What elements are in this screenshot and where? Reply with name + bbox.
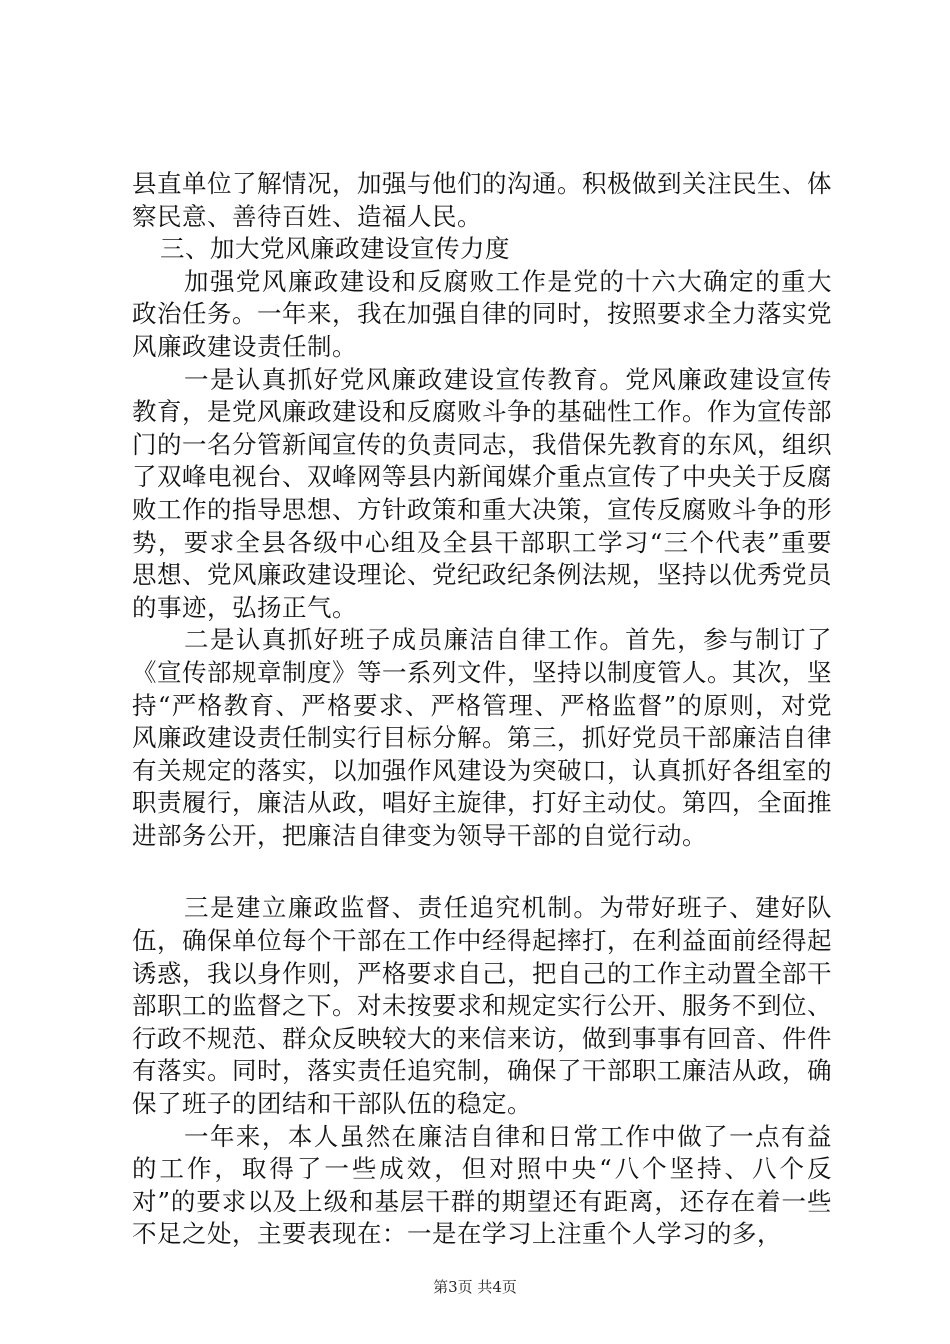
paragraph-continuation: 县直单位了解情况，加强与他们的沟通。积极做到关注民生、体察民意、善待百姓、造福人民。	[132, 169, 832, 231]
page-number: 第3页 共4页	[433, 1278, 517, 1296]
paragraph-summary: 一年来，本人虽然在廉洁自律和日常工作中做了一点有益的工作，取得了一些成效，但对照中央“八个坚持、八个反对”的要求以及上级和基层干群的期望还有距离，还存在着一些不足之处，主要表现在：一是在学习上注重个人学习的多，	[132, 1121, 832, 1249]
paragraph-intro: 加强党风廉政建设和反腐败工作是党的十六大确定的重大政治任务。一年来，我在加强自律的同时，按照要求全力落实党风廉政建设责任制。	[132, 266, 832, 361]
paragraph-point-two: 二是认真抓好班子成员廉洁自律工作。首先，参与制订了《宣传部规章制度》等一系列文件，坚持以制度管人。其次，坚持“严格教育、严格要求、严格管理、严格监督”的原则，对党风廉政建设责任制实行目标分解。第三，抓好党员干部廉洁自律有关规定的落实，以加强作风建设为突破口，认真抓好各组室的职责履行，廉洁从政，唱好主旋律，打好主动仗。第四，全面推进部务公开，把廉洁自律变为领导干部的自觉行动。	[132, 625, 832, 850]
document-body	[132, 168, 832, 1251]
paragraph-point-three: 三是建立廉政监督、责任追究机制。为带好班子、建好队伍，确保单位每个干部在工作中经得起摔打，在利益面前经得起诱惑，我以身作则，严格要求自己，把自己的工作主动置全部干部职工的监督之下。对未按要求和规定实行公开、服务不到位、行政不规范、群众反映较大的来信来访，做到事事有回音、件件有落实。同时，落实责任追究制，确保了干部职工廉洁从政，确保了班子的团结和干部队伍的稳定。	[132, 893, 832, 1119]
paragraph-spacer	[132, 852, 832, 892]
section-heading: 三、加大党风廉政建设宣传力度	[160, 234, 510, 264]
paragraph-point-one: 一是认真抓好党风廉政建设宣传教育。党风廉政建设宣传教育，是党风廉政建设和反腐败斗争的基础性工作。作为宣传部门的一名分管新闻宣传的负责同志，我借保先教育的东风，组织了双峰电视台、双峰网等县内新闻媒介重点宣传了中央关于反腐败工作的指导思想、方针政策和重大决策，宣传反腐败斗争的形势，要求全县各级中心组及全县干部职工学习“三个代表”重要思想、党风廉政建设理论、党纪政纪条例法规，坚持以优秀党员的事迹，弘扬正气。	[132, 364, 832, 622]
